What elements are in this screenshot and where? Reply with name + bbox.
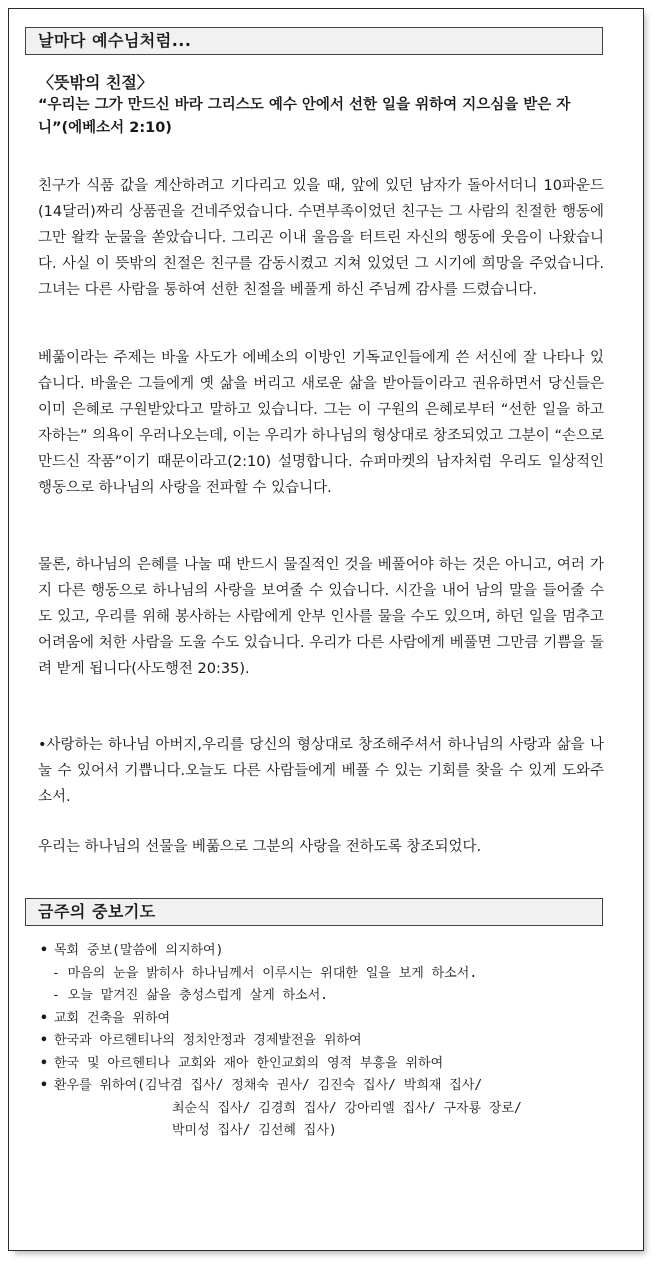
bullet-icon: • (40, 1010, 48, 1026)
prayer-item (40, 940, 610, 963)
paragraph-3: 물론, 하나님의 은혜를 나눌 때 반드시 물질적인 것을 베풀어야 하는 것은 아니고, 여러 가지 다른 행동으로 하나님의 사랑을 보여줄 수 있습니다. 시간을 내어 남의 말을 들어줄 수도 있고, 우리를 위해 봉사하는 사람에게 안부 인사를 물을 수도 있으며, 하던 일을 멈추고 어려움에 처한 사람을 도울 수도 있습니다. 우리가 다른 사람에게 베풀면 그만큼 기쁨을 돌려 받게 됩니다(사도행전 20:35). (38, 557, 604, 677)
prayer-continuation-text: 최순식 집사/ 김경희 집사/ 강아리엘 집사/ 구자룡 장로/ (172, 1100, 522, 1116)
prayer-item-text: 한국과 아르헨티나의 정치안정과 경제발전을 위하여 (54, 1033, 362, 1048)
prayer-item-text: 목회 중보(말씀에 의지하여) (54, 943, 224, 958)
prayer-item-continuation (40, 1098, 610, 1121)
prayer-subitem-text: - 마음의 눈을 밝히사 하나님께서 이루시는 위대한 일을 보게 하소서. (52, 965, 478, 981)
prayer-item-text: 환우를 위하여(김낙겸 집사/ 정채숙 권사/ 김진숙 집사/ 박희재 집사/ (54, 1078, 483, 1093)
prayer-subitem (40, 963, 610, 986)
page-title: 날마다 예수님처럼... (25, 27, 603, 55)
prayer-continuation-text: 박미성 집사/ 김선혜 집사) (172, 1123, 337, 1138)
prayer-item (40, 1053, 610, 1076)
prayer-item (40, 1030, 610, 1053)
paragraph-2: 베풂이라는 주제는 바울 사도가 에베소의 이방인 기독교인들에게 쓴 서신에 잘 나타나 있습니다. 바울은 그들에게 옛 삶을 버리고 새로운 삶을 받아들이라고 권유하면서 당신들은 이미 은혜로 구원받았다고 말하고 있습니다. 그는 이 구원의 은혜로부터 “선한 일을 하고자하는” 의욕이 우러나오는데, 이는 우리가 하나님의 형상대로 창조되었고 그분이 “손으로 만드신 작품”이기 때문이라고(2:10) 설명합니다. 슈퍼마켓의 남자처럼 우리도 일상적인 행동으로 하나님의 사랑을 전파할 수 있습니다. (38, 350, 604, 496)
devotion-title: 〈뜻밖의 친절〉 (38, 73, 153, 92)
prayer-item-text: 교회 건축을 위하여 (54, 1010, 171, 1026)
bullet-icon: • (40, 1078, 48, 1093)
prayer-subitem (40, 985, 610, 1008)
bullet-icon: • (40, 943, 48, 958)
bullet-icon: • (40, 1055, 48, 1071)
paragraph-1: 친구가 식품 값을 계산하려고 기다리고 있을 때, 앞에 있던 남자가 돌아서더니 10파운드(14달러)짜리 상품권을 건네주었습니다. 수면부족이었던 친구는 그 사람의 친절한 행동에 그만 왈칵 눈물을 쏟았습니다. 그리곤 이내 울음을 터트린 자신의 행동에 웃음이 나왔습니다. 사실 이 뜻밖의 친절은 친구를 감동시켰고 지쳐 있었던 그 시기에 희망을 주었습니다. 그녀는 다른 사람을 통하여 선한 친절을 베풀게 하신 주님께 감사를 드렸습니다. (38, 178, 604, 298)
prayer-list (40, 940, 610, 1143)
bullet-icon: • (40, 1033, 48, 1048)
prayer-item (40, 1075, 610, 1098)
prayer-subitem-text: - 오늘 맡겨진 삶을 충성스럽게 살게 하소서. (52, 988, 329, 1003)
scripture-verse: “우리는 그가 만드신 바라 그리스도 예수 안에서 선한 일을 위하여 지으심을 받은 자니”(에베소서 2:10) (38, 97, 571, 136)
prayer-item-continuation (40, 1120, 610, 1143)
prayer-item (40, 1008, 610, 1031)
closing-thought: 우리는 하나님의 선물을 베풂으로 그분의 사랑을 전하도록 창조되었다. (38, 839, 482, 855)
prayer-item-text: 한국 및 아르헨티나 교회와 재아 한인교회의 영적 부흥을 위하여 (54, 1055, 444, 1071)
prayer-paragraph: •사랑하는 하나님 아버지,우리를 당신의 형상대로 창조해주셔서 하나님의 사랑과 삶을 나눌 수 있어서 기쁩니다.오늘도 다른 사람들에게 베풀 수 있는 기회를 찾을 수 있게 도와주소서. (38, 737, 604, 805)
intercessory-prayer-title: 금주의 중보기도 (25, 898, 603, 926)
